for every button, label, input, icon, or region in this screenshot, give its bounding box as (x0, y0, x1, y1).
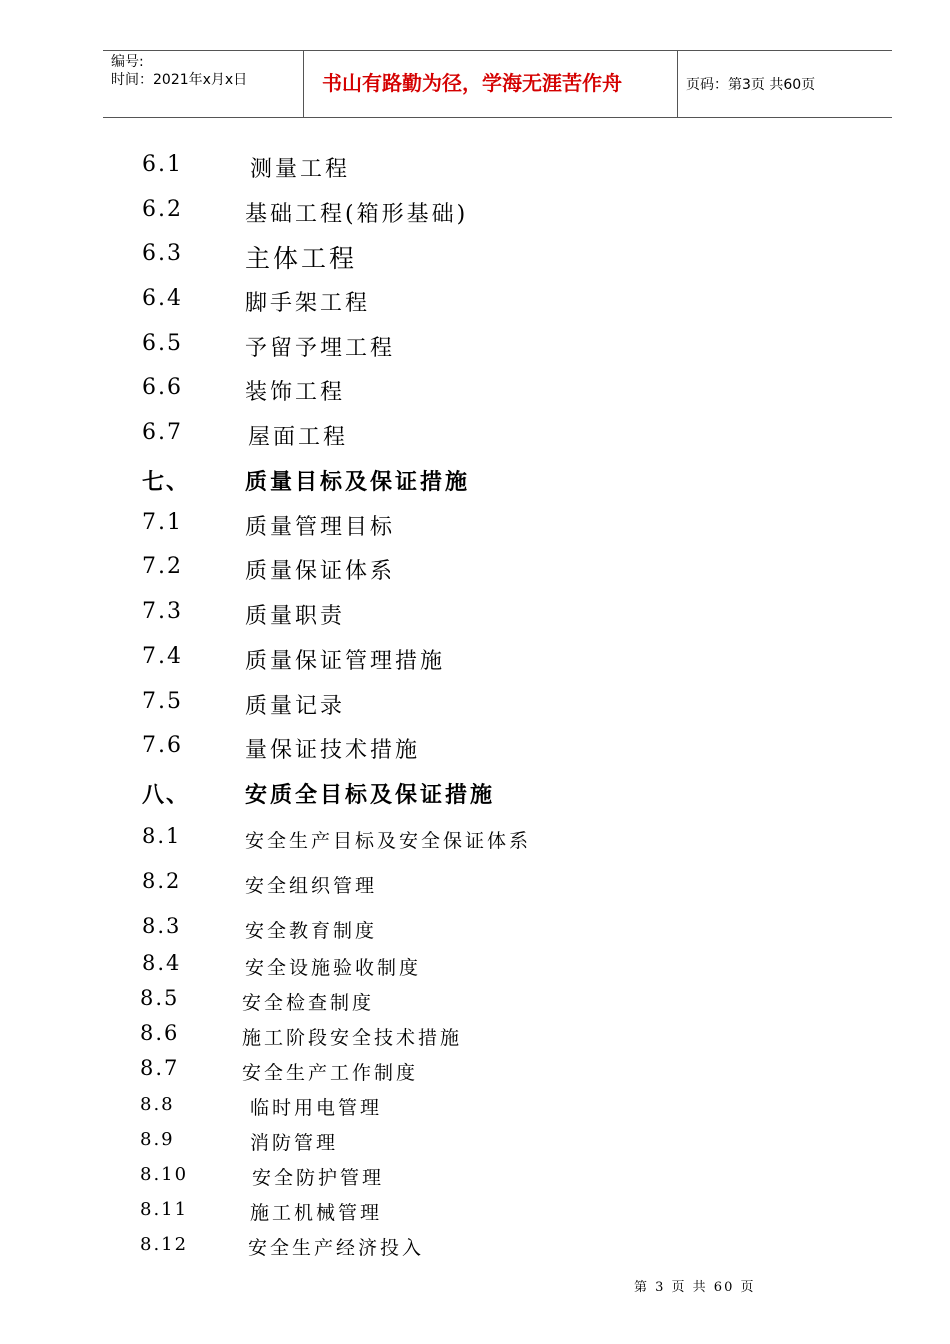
toc-number: 6.3 (142, 241, 183, 266)
toc-title: 主体工程 (245, 244, 358, 273)
header-divider-right (677, 50, 678, 117)
toc-title: 安质全目标及保证措施 (245, 782, 496, 808)
toc-number: 8.12 (140, 1234, 189, 1255)
toc-number: 6.5 (142, 331, 183, 356)
header-time-label: 时间：2021年x月x日 (111, 72, 248, 88)
toc-number: 7.1 (142, 510, 183, 535)
toc-number: 8.6 (140, 1021, 180, 1045)
toc-title: 安全教育制度 (245, 920, 378, 942)
toc-title: 质量目标及保证措施 (245, 469, 471, 495)
toc-number: 6.1 (142, 152, 183, 177)
toc-number: 八、 (142, 782, 191, 808)
toc-title: 屋面工程 (248, 425, 349, 450)
toc-title: 消防管理 (250, 1132, 339, 1154)
toc-number: 8.5 (140, 986, 180, 1010)
toc-title: 安全生产目标及安全保证体系 (245, 830, 532, 852)
toc-title: 予留予埋工程 (245, 336, 396, 361)
toc-number: 6.6 (142, 375, 183, 400)
toc-number: 8.8 (140, 1094, 175, 1115)
header-motto: 书山有路勤为径，学海无涯苦作舟 (322, 71, 622, 95)
toc-number: 6.7 (142, 420, 183, 445)
toc-number: 6.4 (142, 286, 183, 311)
toc-number: 七、 (142, 469, 191, 495)
toc-number: 7.4 (142, 644, 183, 669)
header-number-label: 编号: (111, 54, 144, 70)
toc-title: 质量管理目标 (245, 515, 396, 540)
toc-number: 7.6 (142, 733, 183, 758)
toc-title: 脚手架工程 (245, 291, 371, 316)
toc-title: 安全设施验收制度 (245, 957, 422, 979)
toc-title: 质量保证管理措施 (245, 649, 446, 674)
toc-number: 8.4 (142, 951, 182, 975)
toc-title: 基础工程(箱形基础) (245, 202, 469, 227)
toc-title: 量保证技术措施 (245, 738, 421, 763)
toc-number: 6.2 (142, 197, 183, 222)
toc-title: 质量职责 (245, 604, 346, 629)
toc-title: 安全防护管理 (252, 1167, 385, 1189)
toc-title: 质量保证体系 (245, 559, 396, 584)
toc-title: 质量记录 (245, 694, 346, 719)
toc-title: 安全生产工作制度 (242, 1062, 419, 1084)
toc-number: 7.2 (142, 554, 183, 579)
toc-number: 7.5 (142, 689, 183, 714)
toc-number: 8.3 (142, 914, 182, 938)
toc-number: 8.1 (142, 824, 182, 848)
toc-title: 测量工程 (250, 157, 351, 182)
toc-title: 安全生产经济投入 (248, 1237, 425, 1259)
toc-number: 8.9 (140, 1129, 175, 1150)
toc-title: 装饰工程 (245, 380, 346, 405)
toc-title: 施工机械管理 (250, 1202, 383, 1224)
toc-number: 8.10 (140, 1164, 189, 1185)
header-top-rule (103, 50, 892, 51)
toc-number: 8.11 (140, 1199, 189, 1220)
header-divider-left (303, 50, 304, 117)
toc-title: 安全组织管理 (245, 875, 378, 897)
footer-page-info: 第 3 页 共 60 页 (634, 1280, 756, 1295)
header-page-label: 页码：第3页 共60页 (686, 77, 816, 93)
toc-number: 8.7 (140, 1056, 180, 1080)
toc-number: 8.2 (142, 869, 182, 893)
toc-title: 施工阶段安全技术措施 (242, 1027, 463, 1049)
toc-title: 临时用电管理 (250, 1097, 383, 1119)
header-bottom-rule (103, 117, 892, 118)
toc-number: 7.3 (142, 599, 183, 624)
toc-title: 安全检查制度 (242, 992, 375, 1014)
